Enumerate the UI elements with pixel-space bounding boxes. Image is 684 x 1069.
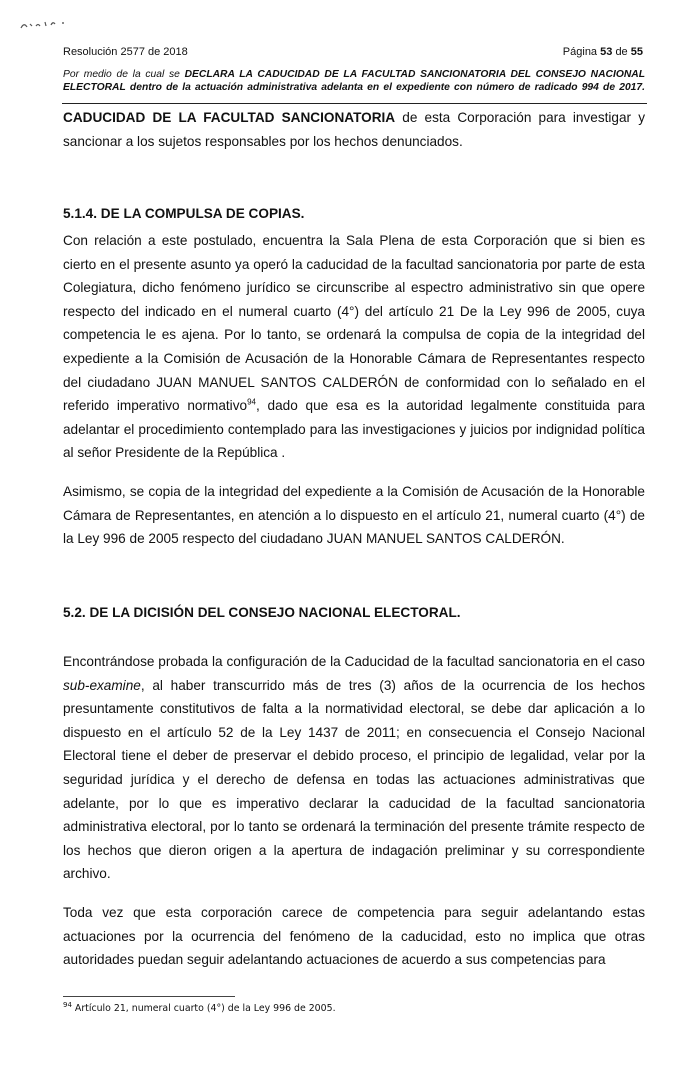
competencia-text: Toda vez que esta corporación carece de competencia para seguir adelantando estas actuaciones por la ocurrencia del fenómeno de la caducidad, esto no implica que otras autoridades puedan seguir adelantando actuaciones de acuerdo a sus competencias para (63, 905, 645, 968)
header-rule (62, 103, 647, 104)
footnote-rule (63, 996, 235, 997)
section-5-2-paragraph-2 (63, 901, 645, 972)
page-total: 55 (630, 46, 643, 58)
intro-paragraph (63, 106, 645, 153)
resolution-number: Resolución 2577 de 2018 (63, 46, 188, 58)
decision-text-after: , al haber transcurrido más de tres (3) años de la ocurrencia de los hechos presuntamente constitutivos de falta a la normatividad electoral, se debe dar aplicación a lo dispuesto en el artículo 52 de la Ley 1437 de 2011; en consecuencia el Consejo Nacional Electoral tiene el deber de preservar el debido proceso, el principio de legalidad, velar por la seguridad jurídica y el derecho de defensa en todas las actuaciones administrativas que adelante, por lo que es imperativo declarar la caducidad de la facultad sancionatoria administrativa electoral, por lo tanto se ordenará la terminación del presente trámite respecto de los hechos que dieron origen a la apertura de indagación preliminar y su correspondiente archivo. (63, 677, 645, 882)
decision-text-before: Encontrándose probada la configuración de la Caducidad de la facultad sancionatoria en el caso (63, 654, 645, 669)
subject-bold-1: DECLARA LA CADUCIDAD DE LA FACULTAD SANCIONATORIA DEL CONSEJO NACIONAL ELECTORAL (63, 69, 645, 93)
page-number (563, 46, 643, 58)
intro-bold: CADUCIDAD DE LA FACULTAD SANCIONATORIA (63, 110, 396, 125)
subject-bold-2: número de radicado 994 de 2017. (476, 81, 645, 93)
subject-middle: dentro de la actuación administrativa adelanta en el expediente con (129, 81, 473, 93)
section-5-2-paragraph-1 (63, 650, 645, 886)
intro-rest: de esta Corporación para investigar y sancionar a los sujetos responsables por los hechos denunciados. (63, 110, 645, 149)
footnote-text: Artículo 21, numeral cuarto (4°) de la Ley 996 de 2005. (74, 1003, 336, 1014)
footnote-ref-94[interactable]: 94 (247, 397, 256, 407)
decision-italic: sub-examine (63, 677, 141, 693)
section-5-1-4-paragraph-1 (63, 229, 645, 465)
page-label: Página (562, 46, 598, 58)
page-sep: de (615, 46, 628, 58)
asimismo-text: Asimismo, se copia de la integridad del expediente a la Comisión de Acusación de la Honorable Cámara de Representantes, en atención a lo dispuesto en el artículo 21, numeral cuarto (4°) de la Ley 996 de 2005 respecto del ciudadano JUAN MANUEL SANTOS CALDERÓN. (63, 484, 645, 547)
subject-prefix: Por medio de la cual se (63, 69, 180, 80)
footnote-number: 94 (63, 1000, 72, 1009)
section-5-2-heading: 5.2. DE LA DICISIÓN DEL CONSEJO NACIONAL ELECTORAL. (63, 605, 461, 620)
section-5-1-4-heading: 5.1.4. DE LA COMPULSA DE COPIAS. (63, 206, 305, 221)
page-current: 53 (600, 46, 613, 58)
compulsa-text-after: , dado que esa es la autoridad legalmente constituida para adelantar el procedimiento contemplado para las investigaciones y juicios por indignidad política al señor Presidente de la República . (63, 398, 645, 461)
resolution-subject (63, 69, 645, 94)
compulsa-text-before: Con relación a este postulado, encuentra la Sala Plena de esta Corporación que si bien es cierto en el presente asunto ya operó la caducidad de la facultad sancionatoria por parte de esta Colegiatura, dicho fenómeno jurídico se circunscribe al espectro administrativo sin que opere respecto del indicado en el numeral cuarto (4°) del artículo 21 De la Ley 996 de 2005, cuya competencia le es ajena. Por lo tanto, se ordenará la compulsa de copia de la integridad del expediente a la Comisión de Acusación de la Honorable Cámara de Representantes respecto del ciudadano JUAN MANUEL SANTOS CALDERÓN de conformidad con lo señalado en el referido imperativo normativo (63, 233, 645, 414)
footnote-94 (63, 1000, 336, 1014)
scan-artifact-mark (18, 14, 78, 34)
section-5-1-4-paragraph-2 (63, 480, 645, 551)
